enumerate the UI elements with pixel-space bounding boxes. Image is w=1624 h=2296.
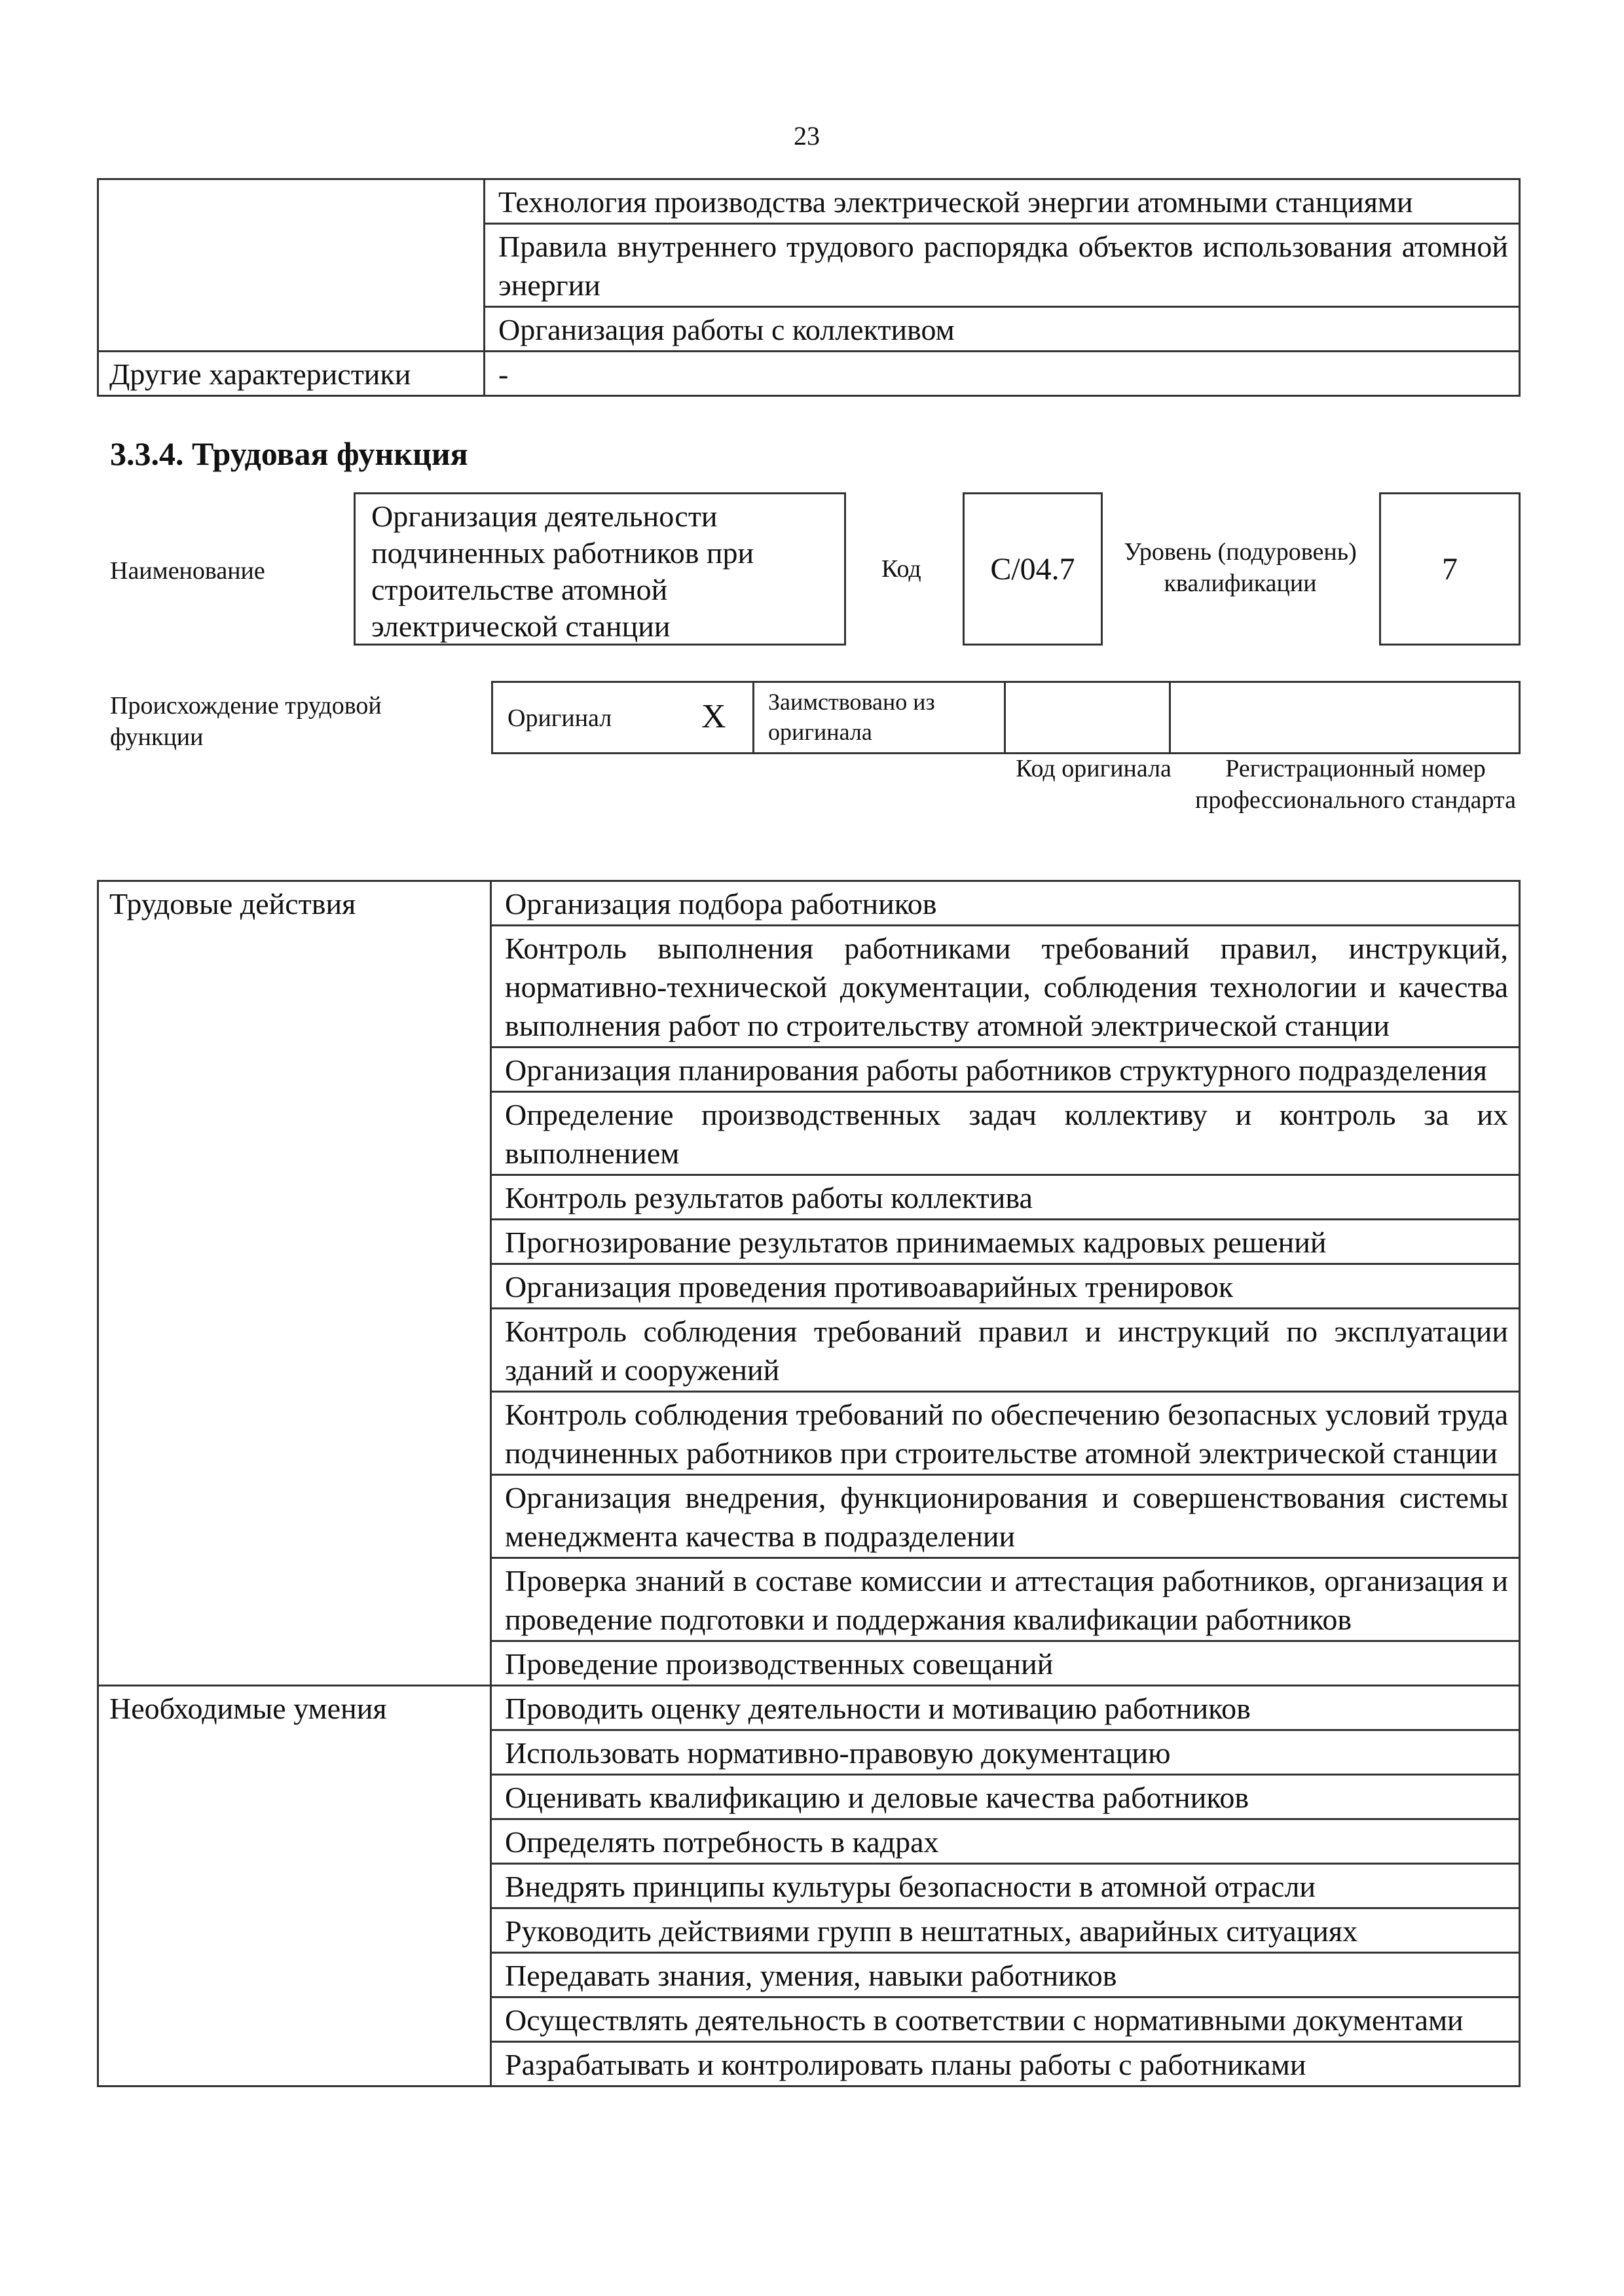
skill-row: Проводить оценку деятельности и мотивацию работников — [491, 1686, 1520, 1730]
action-row: Организация внедрения, функционирования и совершенствования системы менеджмента качества в подразделении — [491, 1475, 1520, 1558]
level-value: 7 — [1442, 551, 1458, 587]
action-row: Проверка знаний в составе комиссии и аттестация работников, организация и проведение подготовки и поддержания квалификации работников — [491, 1558, 1520, 1641]
name-value: Организация деятельности подчиненных работников при строительстве атомной электрической станции — [371, 500, 754, 643]
other-characteristics-value: - — [485, 352, 1520, 396]
origin-divider — [1169, 681, 1171, 754]
section-title: 3.3.4. Трудовая функция — [110, 435, 468, 472]
action-row: Организация проведения противоаварийных тренировок — [491, 1264, 1520, 1309]
skill-row: Передавать знания, умения, навыки работников — [491, 1953, 1520, 1997]
origin-divider — [752, 681, 754, 754]
action-row: Контроль результатов работы коллектива — [491, 1175, 1520, 1220]
action-row: Контроль соблюдения требований по обеспечению безопасных условий труда подчиненных работников при строительстве атомной электрической станции — [491, 1392, 1520, 1475]
code-value: C/04.7 — [990, 551, 1075, 587]
borrowed-label: Заимствовано из оригинала — [768, 689, 935, 745]
name-value-box — [354, 492, 846, 646]
reg-number-caption: Регистрационный номер профессионального стандарта — [1195, 755, 1516, 814]
action-row: Организация подбора работников — [491, 881, 1520, 926]
skill-row: Оценивать квалификацию и деловые качества работников — [491, 1775, 1520, 1819]
skill-row: Разрабатывать и контролировать планы работы с работниками — [491, 2042, 1520, 2086]
code-original-caption: Код оригинала — [1016, 755, 1172, 782]
action-row: Контроль выполнения работниками требований правил, инструкций, нормативно-технической документации, соблюдения технологии и качества выполнения работ по строительству атомной электрической станции — [491, 926, 1520, 1048]
action-row: Определение производственных задач коллективу и контроль за их выполнением — [491, 1092, 1520, 1175]
skills-label: Необходимые умения — [98, 1686, 491, 2086]
other-characteristics-label: Другие характеристики — [98, 352, 485, 396]
original-mark: X — [701, 698, 726, 735]
origin-divider — [1004, 681, 1006, 754]
skill-row: Определять потребность в кадрах — [491, 1819, 1520, 1864]
top-table-empty-label-cell — [98, 179, 485, 352]
top-table-row: Правила внутреннего трудового распорядка объектов использования атомной энергии — [485, 224, 1520, 307]
origin-label: Происхождение трудовой функции — [110, 692, 382, 751]
page-number: 23 — [794, 121, 820, 151]
original-label: Оригинал — [507, 704, 612, 732]
action-row: Прогнозирование результатов принимаемых кадровых решений — [491, 1220, 1520, 1264]
top-table-row: Организация работы с коллективом — [485, 307, 1520, 352]
skill-row: Осуществлять деятельность в соответствии с нормативными документами — [491, 1997, 1520, 2042]
top-table-row: Технология производства электрической энергии атомными станциями — [485, 179, 1520, 224]
name-label: Наименование — [110, 557, 265, 585]
action-row: Организация планирования работы работников структурного подразделения — [491, 1048, 1520, 1092]
top-table — [97, 178, 1521, 397]
code-value-box — [963, 492, 1103, 646]
main-table — [97, 880, 1521, 2087]
skill-row: Внедрять принципы культуры безопасности в атомной отрасли — [491, 1864, 1520, 1908]
level-value-box — [1379, 492, 1521, 646]
origin-box — [491, 681, 1521, 754]
skill-row: Руководить действиями групп в нештатных, аварийных ситуациях — [491, 1908, 1520, 1953]
level-label: Уровень (подуровень) квалификации — [1124, 538, 1357, 597]
action-row: Проведение производственных совещаний — [491, 1641, 1520, 1686]
skill-row: Использовать нормативно-правовую документацию — [491, 1730, 1520, 1775]
action-row: Контроль соблюдения требований правил и инструкций по эксплуатации зданий и сооружений — [491, 1309, 1520, 1392]
code-label: Код — [881, 555, 921, 583]
actions-label: Трудовые действия — [98, 881, 491, 1686]
